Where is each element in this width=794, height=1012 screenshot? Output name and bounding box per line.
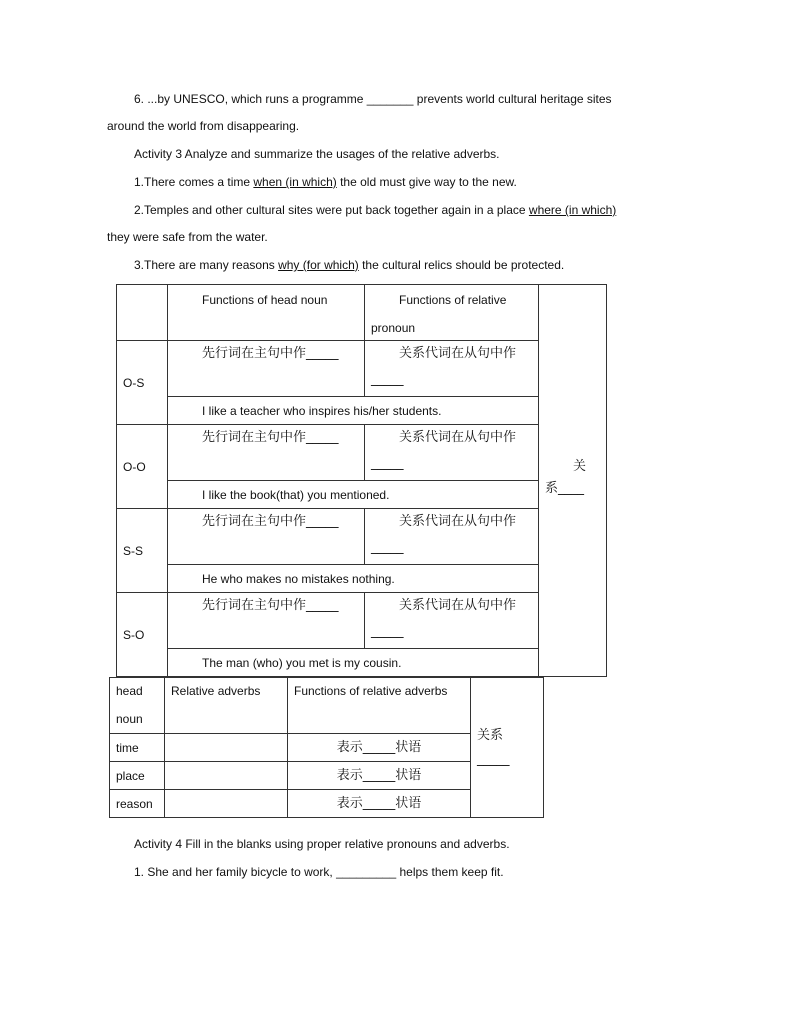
activity-4-heading: Activity 4 Fill in the blanks using proper relative pronouns and adverbs.: [134, 837, 510, 851]
example-1-pre: 1.There comes a time: [134, 175, 254, 189]
table2-header-relative-adverbs: Relative adverbs: [165, 678, 288, 734]
table2-row-function: 表示_____状语: [288, 790, 471, 818]
table1-row-label: S-S: [117, 509, 168, 593]
table2-row-function: 表示_____状语: [288, 734, 471, 762]
table1-header-relative-line1: Functions of relative: [399, 293, 507, 307]
table1-side-cell: [539, 285, 607, 677]
table1-row-label: O-O: [117, 425, 168, 509]
example-1: [134, 174, 517, 190]
table2-row-head: place: [110, 762, 165, 790]
relative-adverb-table: [109, 677, 544, 818]
table1-head-function: 先行词在主句中作_____: [168, 341, 365, 397]
table2-row-adverb-blank: [165, 790, 288, 818]
table1-rel-function-line1: 关系代词在从句中作: [399, 430, 517, 445]
table2-row-adverb-blank: [165, 734, 288, 762]
activity-4-question-1: 1. She and her family bicycle to work, _________ helps them keep fit.: [134, 865, 504, 879]
table1-corner-cell: [117, 285, 168, 341]
table1-example: I like a teacher who inspires his/her students.: [168, 397, 539, 425]
example-3-underlined: why (for which): [278, 258, 359, 272]
example-1-underlined: when (in which): [253, 175, 337, 189]
table1-rel-function-line2: _____: [371, 456, 404, 471]
table1-rel-function-line1: 关系代词在从句中作: [399, 346, 517, 361]
table2-header-head-noun: [110, 678, 165, 734]
example-2-pre: 2.Temples and other cultural sites were put back together again in a place: [134, 203, 529, 217]
table1-rel-function: [365, 341, 539, 397]
table2-header-head-noun-line1: head: [116, 684, 143, 698]
example-2-underlined: where (in which): [528, 203, 617, 217]
item-6-line2: around the world from disappearing.: [107, 119, 300, 133]
table1-rel-function: [365, 425, 539, 481]
table1-rel-function: [365, 593, 539, 649]
activity-3-heading: Activity 3 Analyze and summarize the usages of the relative adverbs.: [134, 147, 500, 161]
example-3-post: the cultural relics should be protected.: [358, 258, 565, 272]
table2-header-head-noun-line2: noun: [116, 712, 143, 726]
table2-row-head: reason: [110, 790, 165, 818]
table1-header-head-noun: Functions of head noun: [168, 285, 365, 341]
table1-head-function: 先行词在主句中作_____: [168, 425, 365, 481]
table1-head-function: 先行词在主句中作_____: [168, 509, 365, 565]
example-2-line2: they were safe from the water.: [107, 230, 268, 244]
table1-header-relative-line2: pronoun: [371, 321, 416, 335]
table1-rel-function-line2: _____: [371, 540, 404, 555]
table2-side-b: _____: [477, 751, 510, 767]
relative-pronoun-table: [116, 284, 607, 677]
table1-rel-function-line1: 关系代词在从句中作: [399, 514, 517, 529]
table2-row-function: 表示_____状语: [288, 762, 471, 790]
table2-row-adverb-blank: [165, 762, 288, 790]
table1-side-a: 关: [573, 459, 587, 474]
table1-rel-function-line2: _____: [371, 372, 404, 387]
table2-side-a: 关系: [477, 727, 504, 743]
table1-rel-function-line1: 关系代词在从句中作: [399, 598, 517, 613]
example-3-pre: 3.There are many reasons: [134, 258, 279, 272]
table1-example: I like the book(that) you mentioned.: [168, 481, 539, 509]
example-1-post: the old must give way to the new.: [336, 175, 517, 189]
table1-row-label: O-S: [117, 341, 168, 425]
table1-rel-function-line2: _____: [371, 624, 404, 639]
table2-row-head: time: [110, 734, 165, 762]
table1-example: He who makes no mistakes nothing.: [168, 565, 539, 593]
table1-side-b: 系____: [545, 481, 585, 496]
example-2-line1: [134, 202, 616, 218]
table2-side-cell: [471, 678, 544, 818]
table1-head-function: 先行词在主句中作_____: [168, 593, 365, 649]
table1-rel-function: [365, 509, 539, 565]
example-3: [134, 257, 564, 273]
item-6-line1: 6. ...by UNESCO, which runs a programme _______ prevents world cultural heritage sites: [134, 92, 612, 106]
table1-header-relative: [365, 285, 539, 341]
table1-row-label: S-O: [117, 593, 168, 677]
table2-header-functions: Functions of relative adverbs: [288, 678, 471, 734]
table1-example: The man (who) you met is my cousin.: [168, 649, 539, 677]
